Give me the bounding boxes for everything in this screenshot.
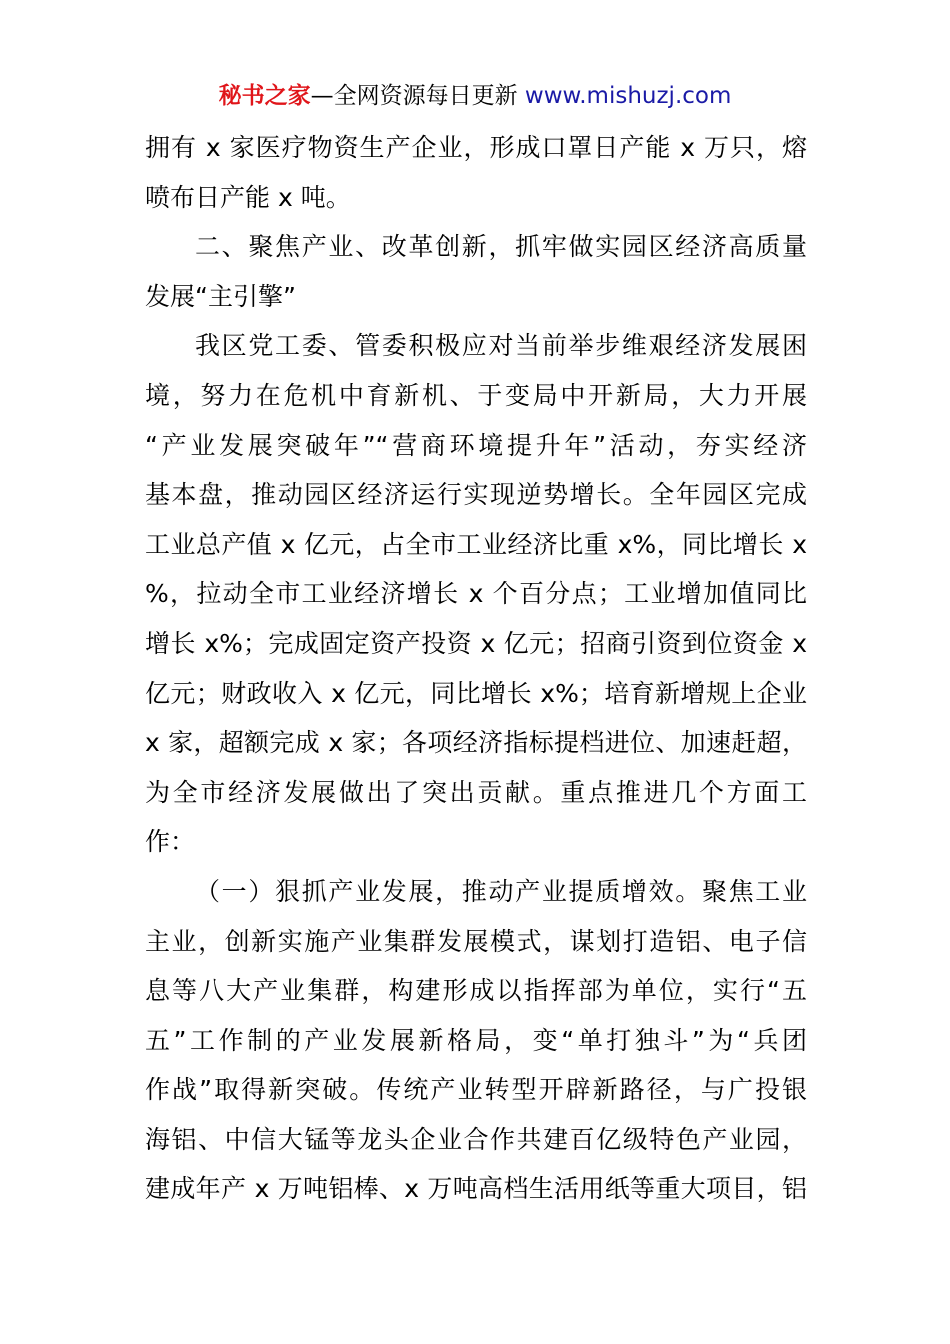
- document-body: [145, 123, 807, 1214]
- text-line: 亿元；财政收入 x 亿元，同比增长 x%；培育新增规上企业: [145, 678, 807, 708]
- text-line: 五”工作制的产业发展新格局，变“单打独斗”为“兵团: [145, 1025, 807, 1055]
- text-line: “产业发展突破年”“营商环境提升年”活动，夯实经济: [145, 430, 807, 460]
- text-line: 增长 x%；完成固定资产投资 x 亿元；招商引资到位资金 x: [145, 628, 807, 658]
- text-line: 作：: [145, 827, 196, 857]
- text-line: 境，努力在危机中育新机、于变局中开新局，大力开展: [145, 380, 807, 410]
- section-heading-line: 发展“主引擎”: [145, 281, 296, 311]
- text-line: 为全市经济发展做出了突出贡献。重点推进几个方面工: [145, 777, 807, 807]
- text-line: 我区党工委、管委积极应对当前举步维艰经济发展困: [195, 331, 807, 361]
- header-url-link[interactable]: www.mishuzj.com: [524, 83, 732, 109]
- header-tagline: —全网资源每日更新: [310, 83, 518, 109]
- text-line: 喷布日产能 x 吨。: [145, 182, 351, 212]
- text-line: 基本盘，推动园区经济运行实现逆势增长。全年园区完成: [145, 480, 807, 510]
- text-line: 息等八大产业集群，构建形成以指挥部为单位，实行“五: [145, 976, 807, 1006]
- subsection-heading-line: （一）狠抓产业发展，推动产业提质增效。聚焦工业: [195, 876, 807, 906]
- text-line: 工业总产值 x 亿元，占全市工业经济比重 x%，同比增长 x: [145, 529, 807, 559]
- page-header: [0, 78, 950, 114]
- text-line: 海铝、中信大锰等龙头企业合作共建百亿级特色产业园，: [145, 1124, 807, 1154]
- section-heading-line: 二、聚焦产业、改革创新，抓牢做实园区经济高质量: [195, 232, 807, 262]
- text-line: 建成年产 x 万吨铝棒、x 万吨高档生活用纸等重大项目，铝: [145, 1174, 807, 1204]
- text-line: %，拉动全市工业经济增长 x 个百分点；工业增加值同比: [145, 579, 807, 609]
- text-line: x 家，超额完成 x 家；各项经济指标提档进位、加速赶超，: [145, 728, 807, 758]
- text-line: 拥有 x 家医疗物资生产企业，形成口罩日产能 x 万只，熔: [145, 133, 807, 162]
- text-line: 作战”取得新突破。传统产业转型开辟新路径，与广投银: [145, 1075, 807, 1105]
- header-brand: 秘书之家: [218, 83, 311, 109]
- text-line: 主业，创新实施产业集群发展模式，谋划打造铝、电子信: [145, 926, 807, 956]
